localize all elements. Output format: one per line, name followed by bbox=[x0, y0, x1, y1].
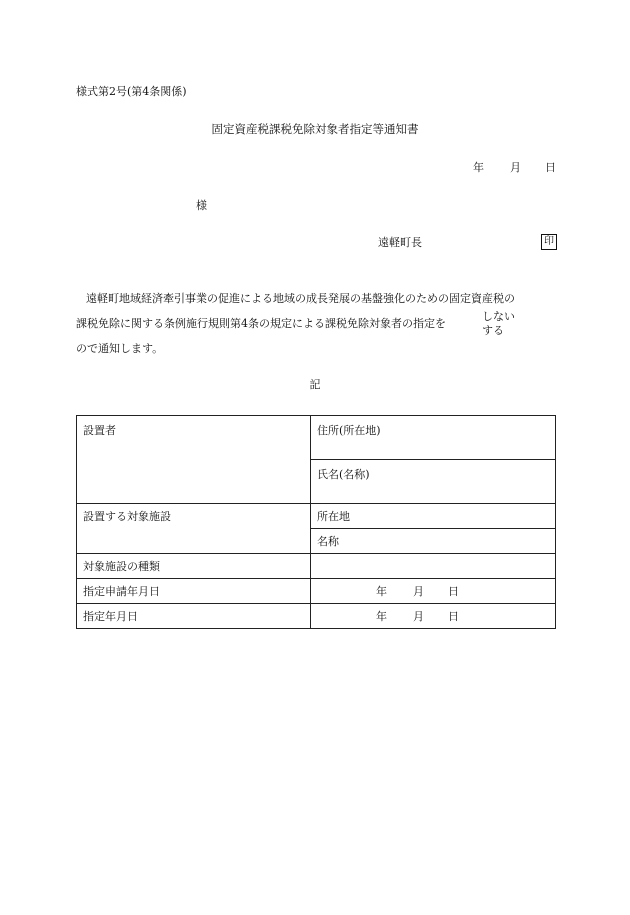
date-month-label: 月 bbox=[510, 161, 521, 174]
installer-label: 設置者 bbox=[77, 416, 311, 504]
designation-date-year: 年 bbox=[376, 610, 387, 623]
facility-type-label: 対象施設の種類 bbox=[77, 554, 311, 579]
facility-type-field[interactable] bbox=[311, 554, 556, 579]
application-date-label: 指定申請年月日 bbox=[77, 579, 311, 604]
facility-name-field[interactable] bbox=[311, 529, 556, 554]
issuer-name: 遠軽町長 bbox=[378, 236, 422, 249]
designation-date-field[interactable] bbox=[311, 604, 556, 629]
table-row bbox=[77, 416, 556, 460]
application-date-field[interactable] bbox=[311, 579, 556, 604]
facility-table bbox=[76, 415, 556, 629]
location-field[interactable] bbox=[311, 504, 556, 529]
option-suru: する bbox=[482, 324, 504, 337]
name-field[interactable] bbox=[311, 460, 556, 504]
note-heading: 記 bbox=[309, 378, 321, 391]
option-shinai: しない bbox=[482, 310, 515, 323]
name-label: 氏名(名称) bbox=[317, 468, 370, 481]
body-text-line-2: 課税免除に関する条例施行規則第4条の規定による課税免除対象者の指定を bbox=[76, 317, 446, 330]
application-date-day: 日 bbox=[448, 585, 459, 598]
designation-date-day: 日 bbox=[448, 610, 459, 623]
facility-label: 設置する対象施設 bbox=[77, 504, 311, 554]
date-day-label: 日 bbox=[545, 161, 556, 174]
body-text-line-1: 遠軽町地域経済牽引事業の促進による地域の成長発展の基盤強化のための固定資産税の bbox=[86, 292, 515, 305]
table-row bbox=[77, 504, 556, 529]
address-label: 住所(所在地) bbox=[317, 424, 381, 437]
body-text-line-3: ので通知します。 bbox=[76, 342, 164, 355]
location-label: 所在地 bbox=[317, 510, 350, 523]
table-row bbox=[77, 554, 556, 579]
form-number: 様式第2号(第4条関係) bbox=[76, 85, 187, 98]
facility-name-label: 名称 bbox=[317, 535, 339, 548]
application-date-month: 月 bbox=[413, 585, 424, 598]
table-row bbox=[77, 579, 556, 604]
address-field[interactable] bbox=[311, 416, 556, 460]
addressee-honorific: 様 bbox=[196, 199, 207, 212]
seal-mark: 印 bbox=[541, 234, 557, 250]
date-year-label: 年 bbox=[473, 161, 484, 174]
designation-date-month: 月 bbox=[413, 610, 424, 623]
designation-date-label: 指定年月日 bbox=[77, 604, 311, 629]
document-title: 固定資産税課税免除対象者指定等通知書 bbox=[211, 122, 419, 136]
application-date-year: 年 bbox=[376, 585, 387, 598]
table-row bbox=[77, 604, 556, 629]
